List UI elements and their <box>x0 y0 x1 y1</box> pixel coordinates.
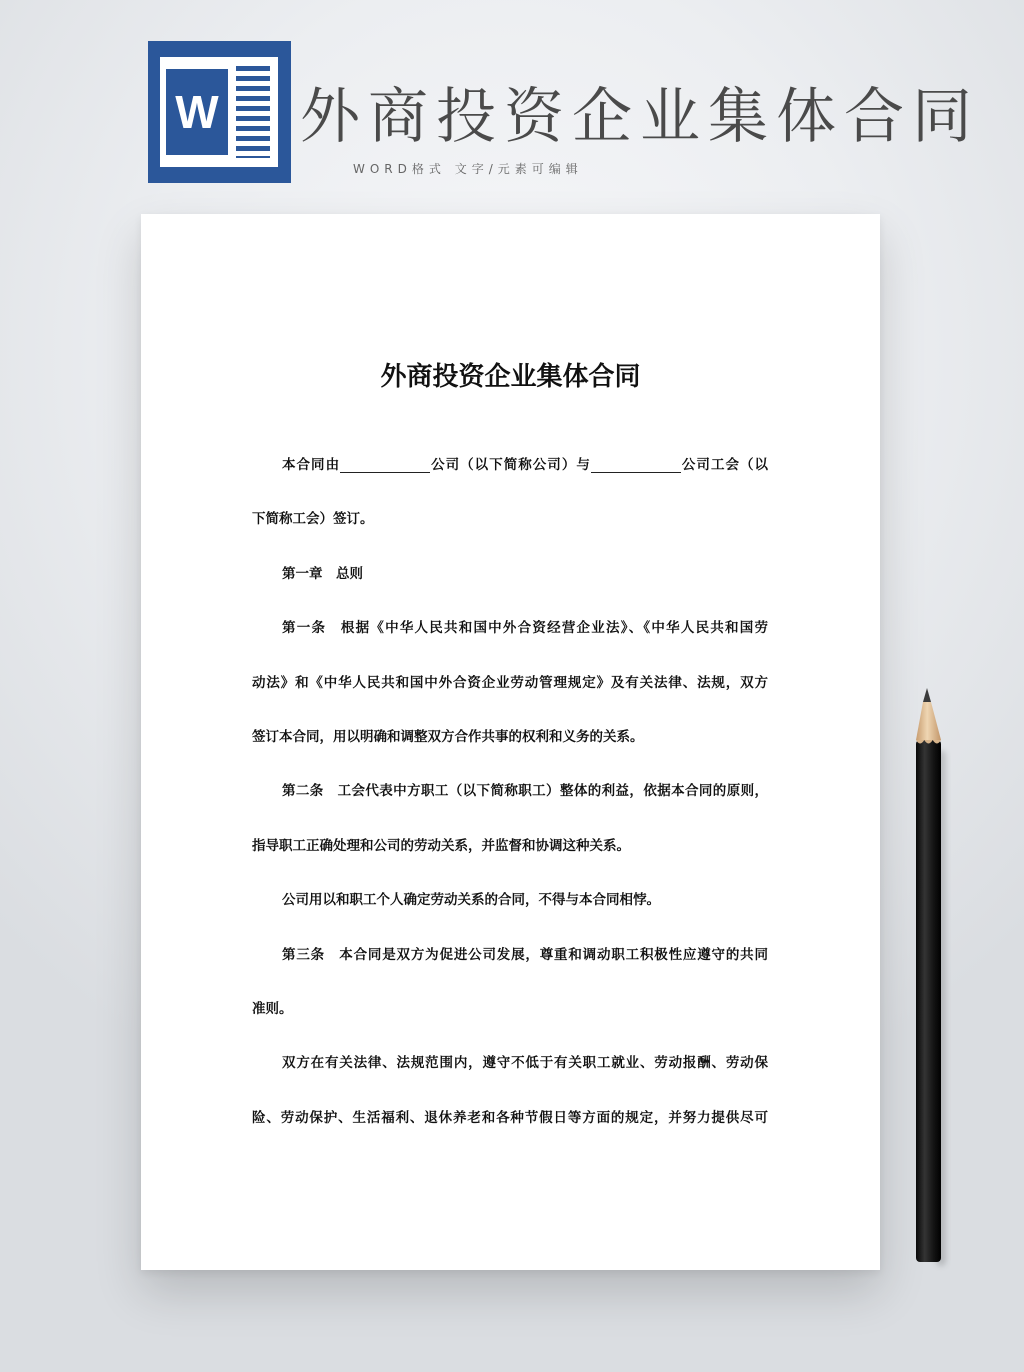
word-icon-lines <box>236 66 270 158</box>
word-icon-letter: W <box>166 69 228 155</box>
pencil-body <box>916 740 941 1262</box>
pencil-graphite <box>923 688 931 702</box>
document-body <box>252 438 768 1145</box>
document-line: 第二条 工会代表中方职工（以下简称职工）整体的利益，依据本合同的原则， <box>282 783 768 800</box>
document-line: 准则。 <box>252 1000 293 1017</box>
pencil-wood <box>916 702 941 740</box>
pencil-icon <box>900 680 960 1280</box>
chapter-heading: 第一章 总则 <box>282 565 363 582</box>
word-icon <box>148 41 291 183</box>
opening-text-2: 公司（以下简称公司）与 <box>430 457 591 473</box>
document-line: 公司用以和职工个人确定劳动关系的合同，不得与本合同相悖。 <box>282 892 660 909</box>
document-line-opening <box>252 438 768 492</box>
blank-underline-company <box>340 459 430 473</box>
banner-title: 外商投资企业集体合同 <box>300 82 980 152</box>
document-line: 第三条 本合同是双方为促进公司发展，尊重和调动职工积极性应遵守的共同 <box>282 946 768 963</box>
document-line: 险、劳动保护、生活福利、退休养老和各种节假日等方面的规定，并努力提供尽可 <box>252 1109 768 1126</box>
document-page <box>141 214 880 1270</box>
word-icon-page <box>160 57 278 167</box>
pencil-wood-edge <box>916 740 941 744</box>
document-title: 外商投资企业集体合同 <box>380 362 641 392</box>
document-line: 双方在有关法律、法规范围内，遵守不低于有关职工就业、劳动报酬、劳动保 <box>282 1055 768 1072</box>
banner-subtitle: WORD格式 文字/元素可编辑 <box>353 162 583 176</box>
opening-text-1: 本合同由 <box>282 457 341 473</box>
document-line: 第一条 根据《中华人民共和国中外合资经营企业法》、《中华人民共和国劳 <box>282 620 768 637</box>
document-line: 下简称工会）签订。 <box>252 511 374 528</box>
blank-underline-union <box>591 459 681 473</box>
document-line: 动法》和《中华人民共和国中外合资企业劳动管理规定》及有关法律、法规，双方 <box>252 674 768 691</box>
document-line: 签订本合同，用以明确和调整双方合作共事的权利和义务的关系。 <box>252 728 644 745</box>
document-line: 指导职工正确处理和公司的劳动关系，并监督和协调这种关系。 <box>252 837 630 854</box>
opening-text-3: 公司工会（以 <box>680 457 768 473</box>
